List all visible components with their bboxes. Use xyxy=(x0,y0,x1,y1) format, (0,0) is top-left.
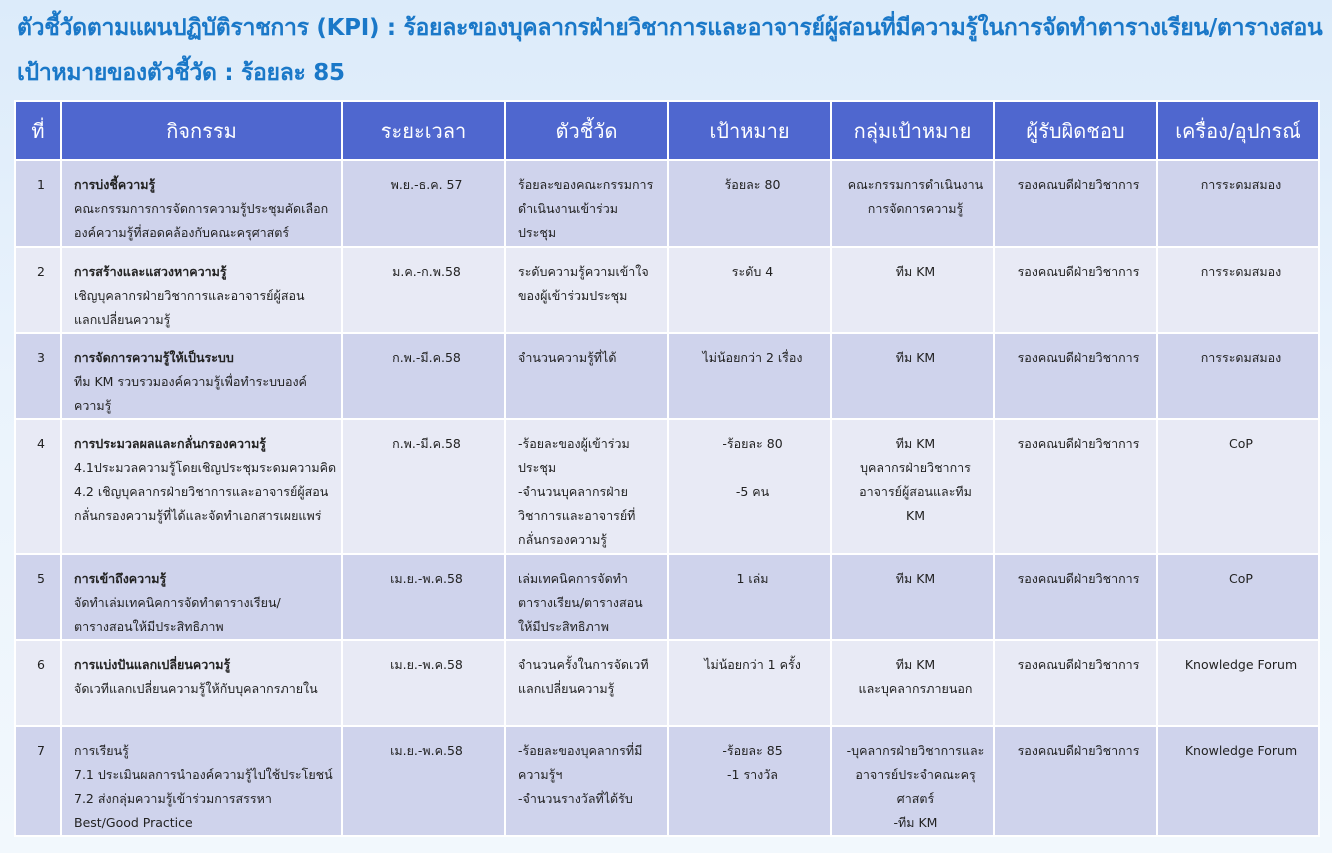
cell-responsible xyxy=(994,640,1157,726)
cell-line: จัดทำเล่มเทคนิคการจัดทำตารางเรียน/ xyxy=(74,595,281,610)
cell-activity xyxy=(61,640,342,726)
cell-line: รองคณบดีฝ่ายวิชาการ xyxy=(1017,177,1140,192)
cell-line: -จำนวนบุคลากรฝ่าย xyxy=(518,484,628,499)
cell-activity xyxy=(61,554,342,640)
cell-line: -ร้อยละ 85 xyxy=(722,743,783,758)
cell-line: ประชุม xyxy=(518,460,557,475)
cell-target-group xyxy=(831,333,994,419)
cell-line: กลั่นกรองความรู้ที่ได้และจัดทำเอกสารเผยแพร่ xyxy=(74,508,322,523)
cell-line: จัดเวทีแลกเปลี่ยนความรู้ให้กับบุคลากรภายใน xyxy=(74,681,318,696)
cell-line: ก.พ.-มี.ค.58 xyxy=(392,350,461,365)
cell-activity xyxy=(61,247,342,333)
cell-line: Best/Good Practice xyxy=(74,815,193,830)
cell-line: การสร้างและแสวงหาความรู้ xyxy=(74,264,227,279)
cell-tool xyxy=(1157,554,1319,640)
cell-line: ก.พ.-มี.ค.58 xyxy=(392,436,461,451)
cell-line: -1 รางวัล xyxy=(727,767,778,782)
page-title: ตัวชี้วัดตามแผนปฏิบัติราชการ (KPI) : ร้อยละของบุคลากรฝ่ายวิชาการและอาจารย์ผู้สอนที่มีความรู้ในการจัดทำตารางเรียน/ตารางสอน xyxy=(17,15,1323,41)
cell-line: 5 xyxy=(37,571,45,586)
cell-line: การเข้าถึงความรู้ xyxy=(74,571,167,586)
table-row xyxy=(15,160,1319,247)
cell-line: กลั่นกรองความรู้ xyxy=(518,532,608,547)
table-header-row xyxy=(15,101,1319,160)
cell-line: เม.ย.-พ.ค.58 xyxy=(390,571,463,586)
kpi-target-subtitle: เป้าหมายของตัวชี้วัด : ร้อยละ 85 xyxy=(17,60,345,86)
cell-responsible xyxy=(994,419,1157,554)
cell-line: -บุคลากรฝ่ายวิชาการและ xyxy=(846,743,985,758)
cell-line: 4 xyxy=(37,436,45,451)
cell-target xyxy=(668,640,831,726)
cell-line: การระดมสมอง xyxy=(1200,177,1282,192)
cell-no xyxy=(15,247,61,333)
cell-line: รองคณบดีฝ่ายวิชาการ xyxy=(1017,264,1140,279)
cell-line: วิชาการและอาจารย์ที่ xyxy=(518,508,636,523)
cell-period xyxy=(342,554,505,640)
cell-line: เม.ย.-พ.ค.58 xyxy=(390,657,463,672)
header-responsible: ผู้รับผิดชอบ xyxy=(994,101,1157,160)
cell-line: การจัดการความรู้ให้เป็นระบบ xyxy=(74,350,234,365)
cell-line: CoP xyxy=(1229,436,1253,451)
cell-line: ทีม KM xyxy=(895,571,936,586)
cell-tool xyxy=(1157,726,1319,836)
table-row xyxy=(15,726,1319,836)
cell-line: ความรู้ xyxy=(74,398,112,413)
cell-no xyxy=(15,160,61,247)
cell-line: แลกเปลี่ยนความรู้ xyxy=(74,312,171,327)
cell-line: Knowledge Forum xyxy=(1184,743,1298,758)
cell-line: รองคณบดีฝ่ายวิชาการ xyxy=(1017,571,1140,586)
cell-responsible xyxy=(994,333,1157,419)
cell-line: ทีม KM xyxy=(895,436,936,451)
cell-target xyxy=(668,419,831,554)
cell-line: รองคณบดีฝ่ายวิชาการ xyxy=(1017,436,1140,451)
cell-line: พ.ย.-ธ.ค. 57 xyxy=(390,177,463,192)
cell-line: การจัดการความรู้ xyxy=(867,201,964,216)
cell-line: 7 xyxy=(37,743,45,758)
cell-line: อาจารย์ประจำคณะครุ xyxy=(855,767,976,782)
cell-line: แลกเปลี่ยนความรู้ xyxy=(518,681,615,696)
cell-activity xyxy=(61,726,342,836)
cell-line: การประมวลผลและกลั่นกรองความรู้ xyxy=(74,436,267,451)
cell-line: จำนวนครั้งในการจัดเวที xyxy=(518,657,649,672)
header-tool: เครื่อง/อุปกรณ์ xyxy=(1157,101,1319,160)
cell-line: ทีม KM รวบรวมองค์ความรู้เพื่อทำระบบองค์ xyxy=(74,374,307,389)
cell-target xyxy=(668,726,831,836)
cell-line: และบุคลากรภายนอก xyxy=(858,681,973,696)
cell-line: ประชุม xyxy=(518,225,557,240)
cell-line: ให้มีประสิทธิภาพ xyxy=(518,619,609,634)
cell-activity xyxy=(61,160,342,247)
cell-line: รองคณบดีฝ่ายวิชาการ xyxy=(1017,743,1140,758)
cell-line: -ร้อยละ 80 xyxy=(722,436,783,451)
cell-line: ทีม KM xyxy=(895,657,936,672)
header-activity: กิจกรรม xyxy=(61,101,342,160)
cell-period xyxy=(342,333,505,419)
cell-line: 1 xyxy=(37,177,45,192)
cell-no xyxy=(15,333,61,419)
cell-line: ของผู้เข้าร่วมประชุม xyxy=(518,288,628,303)
cell-line: ระดับ 4 xyxy=(731,264,774,279)
cell-line: รองคณบดีฝ่ายวิชาการ xyxy=(1017,350,1140,365)
cell-line: 1 เล่ม xyxy=(736,571,769,586)
cell-line: Knowledge Forum xyxy=(1184,657,1298,672)
cell-target-group xyxy=(831,726,994,836)
cell-line: องค์ความรู้ที่สอดคล้องกับคณะครุศาสตร์ xyxy=(74,225,290,240)
cell-line: 3 xyxy=(37,350,45,365)
cell-responsible xyxy=(994,160,1157,247)
table-row xyxy=(15,554,1319,640)
cell-line: 7.2 ส่งกลุ่มความรู้เข้าร่วมการสรรหา xyxy=(74,791,272,806)
cell-line: ร้อยละของคณะกรรมการ xyxy=(518,177,654,192)
cell-tool xyxy=(1157,640,1319,726)
cell-line: ศาสตร์ xyxy=(896,791,935,806)
cell-line: เชิญบุคลากรฝ่ายวิชาการและอาจารย์ผู้สอน xyxy=(74,288,305,303)
cell-line: การบ่งชี้ความรู้ xyxy=(74,177,156,192)
table-row xyxy=(15,333,1319,419)
cell-responsible xyxy=(994,554,1157,640)
cell-line: ระดับความรู้ความเข้าใจ xyxy=(518,264,649,279)
cell-target xyxy=(668,160,831,247)
cell-period xyxy=(342,247,505,333)
cell-line: 4.1ประมวลความรู้โดยเชิญประชุมระดมความคิด xyxy=(74,460,337,475)
table-row xyxy=(15,640,1319,726)
cell-line: ทีม KM xyxy=(895,350,936,365)
cell-target xyxy=(668,554,831,640)
cell-target-group xyxy=(831,419,994,554)
cell-line: ร้อยละ 80 xyxy=(724,177,781,192)
cell-period xyxy=(342,726,505,836)
cell-line xyxy=(681,456,824,480)
cell-line: การระดมสมอง xyxy=(1200,264,1282,279)
cell-line: เม.ย.-พ.ค.58 xyxy=(390,743,463,758)
cell-indicator xyxy=(505,554,668,640)
cell-indicator xyxy=(505,726,668,836)
header-target-group: กลุ่มเป้าหมาย xyxy=(831,101,994,160)
kpi-activity-table xyxy=(14,100,1320,837)
cell-tool xyxy=(1157,160,1319,247)
cell-indicator xyxy=(505,160,668,247)
cell-responsible xyxy=(994,247,1157,333)
cell-line: บุคลากรฝ่ายวิชาการ xyxy=(860,460,971,475)
cell-line: อาจารย์ผู้สอนและทีม xyxy=(859,484,972,499)
cell-line: 7.1 ประเมินผลการนำองค์ความรู้ไปใช้ประโยชน์ xyxy=(74,767,333,782)
cell-target xyxy=(668,333,831,419)
cell-line: ตารางเรียน/ตารางสอน xyxy=(518,595,643,610)
cell-period xyxy=(342,419,505,554)
cell-line: -5 คน xyxy=(735,484,770,499)
cell-no xyxy=(15,640,61,726)
cell-line: ไม่น้อยกว่า 1 ครั้ง xyxy=(704,657,801,672)
cell-indicator xyxy=(505,640,668,726)
cell-indicator xyxy=(505,419,668,554)
cell-line: ไม่น้อยกว่า 2 เรื่อง xyxy=(702,350,803,365)
table-row xyxy=(15,247,1319,333)
cell-line: การเรียนรู้ xyxy=(74,743,129,758)
cell-no xyxy=(15,726,61,836)
cell-line: 2 xyxy=(37,264,45,279)
cell-indicator xyxy=(505,247,668,333)
header-target: เป้าหมาย xyxy=(668,101,831,160)
cell-target-group xyxy=(831,160,994,247)
cell-responsible xyxy=(994,726,1157,836)
cell-activity xyxy=(61,419,342,554)
cell-period xyxy=(342,160,505,247)
cell-line: -ทีม KM xyxy=(893,815,938,830)
cell-tool xyxy=(1157,333,1319,419)
cell-indicator xyxy=(505,333,668,419)
cell-target xyxy=(668,247,831,333)
cell-tool xyxy=(1157,247,1319,333)
header-no: ที่ xyxy=(15,101,61,160)
cell-line: รองคณบดีฝ่ายวิชาการ xyxy=(1017,657,1140,672)
cell-line: ความรู้ฯ xyxy=(518,767,563,782)
cell-period xyxy=(342,640,505,726)
cell-line: -จำนวนรางวัลที่ได้รับ xyxy=(518,791,633,806)
cell-target-group xyxy=(831,247,994,333)
cell-line: ตารางสอนให้มีประสิทธิภาพ xyxy=(74,619,224,634)
cell-target-group xyxy=(831,640,994,726)
cell-line: การระดมสมอง xyxy=(1200,350,1282,365)
cell-line: ม.ค.-ก.พ.58 xyxy=(392,264,461,279)
table-row xyxy=(15,419,1319,554)
cell-line: การแบ่งปันแลกเปลี่ยนความรู้ xyxy=(74,657,231,672)
cell-target-group xyxy=(831,554,994,640)
cell-line: คณะกรรมการการจัดการความรู้ประชุมคัดเลือก xyxy=(74,201,329,216)
cell-line: ทีม KM xyxy=(895,264,936,279)
cell-activity xyxy=(61,333,342,419)
cell-line: เล่มเทคนิคการจัดทำ xyxy=(518,571,628,586)
cell-no xyxy=(15,419,61,554)
cell-no xyxy=(15,554,61,640)
cell-line: -ร้อยละของบุคลากรที่มี xyxy=(518,743,643,758)
cell-line: 6 xyxy=(37,657,45,672)
cell-line: CoP xyxy=(1229,571,1253,586)
cell-line: -ร้อยละของผู้เข้าร่วม xyxy=(518,436,630,451)
header-period: ระยะเวลา xyxy=(342,101,505,160)
cell-tool xyxy=(1157,419,1319,554)
cell-line: ดำเนินงานเข้าร่วม xyxy=(518,201,618,216)
cell-line: 4.2 เชิญบุคลากรฝ่ายวิชาการและอาจารย์ผู้สอน xyxy=(74,484,329,499)
cell-line: จำนวนความรู้ที่ได้ xyxy=(518,350,617,365)
cell-line: คณะกรรมการดำเนินงาน xyxy=(847,177,984,192)
cell-line: KM xyxy=(906,508,925,523)
header-indicator: ตัวชี้วัด xyxy=(505,101,668,160)
